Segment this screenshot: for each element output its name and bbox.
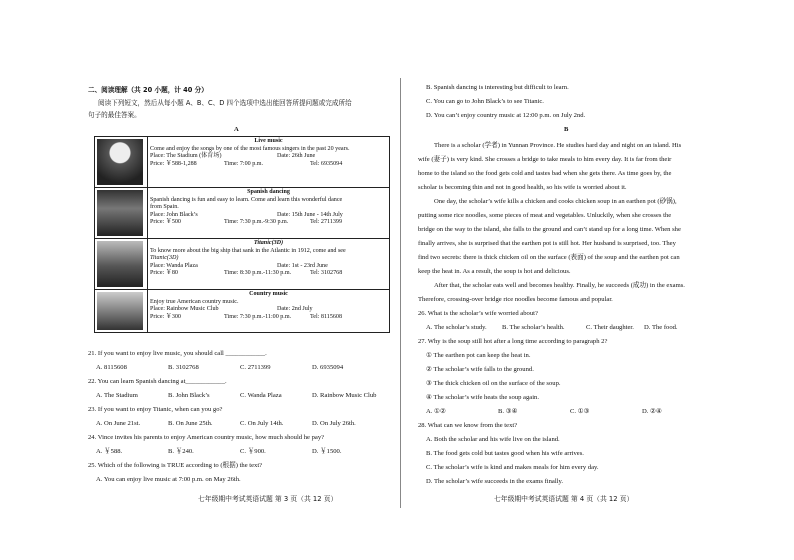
instruction-line-2: 句子的最佳答案。 [88, 111, 141, 119]
question-stem: 21. If you want to enjoy live music, you should call ____________. [88, 350, 267, 357]
passage-line: scholar is becoming thin and not in good health, so his wife is worried about it. [418, 184, 627, 191]
option: C. ￥900. [240, 448, 266, 455]
ad-time: Time: 8:30 p.m.-11:30 p.m. [224, 270, 292, 277]
option: D. The scholar’s wife succeeds in the exams finally. [426, 478, 564, 485]
countryside-photo-icon [97, 292, 143, 330]
dancers-photo-icon [97, 190, 143, 236]
option: A. You can enjoy live music at 7:00 p.m. on May 26th. [96, 476, 241, 483]
ad-tel: Tel: 2711399 [310, 219, 343, 226]
question-stem: 24. Vince invites his parents to enjoy American country music, how much should he pay? [88, 434, 325, 441]
option: C. The scholar’s wife is kind and makes meals for him every day. [426, 464, 599, 471]
option: A. The scholar’s study. [426, 324, 487, 331]
ad-desc: Spanish dancing is fun and easy to learn. Come and learn this wonderful dance [150, 196, 343, 203]
ad-tel: Tel: 8115608 [310, 313, 343, 320]
question-stem: 23. If you want to enjoy Titanic, when can you go? [88, 406, 223, 413]
option: A. 8115608 [96, 364, 127, 371]
option: A. On June 21st. [96, 420, 141, 427]
ads-table [94, 136, 390, 333]
passage-b-label: B [564, 126, 569, 133]
ad-desc: Enjoy true American country music. [150, 298, 239, 305]
statement-item: ③ The thick chicken oil on the surface of the soup. [426, 380, 561, 387]
option: B. On June 25th. [168, 420, 213, 427]
ad-desc: Titanic(3D) [150, 255, 179, 262]
ad-price: Price: ￥588-1,288 [150, 160, 197, 167]
question-options [96, 364, 343, 372]
option: D. Rainbow Music Club [312, 392, 377, 399]
ad-image-cell [95, 137, 148, 188]
ad-time: Time: 7:00 p.m. [224, 160, 264, 167]
instruction-line-1: 阅读下列短文，然后从每小题 A、B、C、D 四个选项中选出能回答所提问题或完成所给 [98, 99, 352, 107]
page-divider [400, 78, 401, 508]
ad-text-cell [148, 290, 390, 333]
option: A. ①② [426, 408, 446, 415]
concert-photo-icon [97, 139, 143, 185]
ad-image-cell [95, 188, 148, 239]
passage-line: home to the island so the food gets cold and tastes bad when she gets there. As time goes by, the [418, 170, 672, 177]
ad-place: Place: The Stadium (体育场) [150, 153, 222, 160]
passage-a-label: A [234, 126, 239, 133]
option: C. You can go to John Black’s to see Titanic. [426, 98, 544, 105]
option: B. ￥240. [168, 448, 194, 455]
right-page [418, 0, 714, 560]
option: D. On July 26th. [312, 420, 356, 427]
passage-line: finally arrives, she is surprised that the earthen pot is still hot. Her husband is surprised, too. They [418, 240, 676, 247]
passage-line: After that, the scholar eats well and becomes healthy. Finally, he succeeds (成功) in the exams. [434, 282, 685, 289]
question-stem: 28. What can we know from the text? [418, 422, 518, 429]
option: A. ￥588. [96, 448, 123, 455]
option: B. The food gets cold but tastes good when his wife arrives. [426, 450, 584, 457]
ad-text-cell [148, 188, 390, 239]
ad-place: Place: John Black’s [150, 211, 198, 218]
ad-tel: Tel: 6935094 [310, 160, 343, 167]
question-stem: 27. Why is the soup still hot after a long time according to paragraph 2? [418, 338, 608, 345]
passage-line: One day, the scholar’s wife kills a chicken and cooks chicken soup in an earthen pot (砂锅), [434, 198, 677, 205]
option: C. Their daughter. [586, 324, 634, 331]
option: D. 6935094 [312, 364, 344, 371]
passage-line: Therefore, crossing-over bridge rice noodles become famous and popular. [418, 296, 613, 303]
ad-text-cell [148, 137, 390, 188]
ad-price: Price: ￥500 [150, 219, 181, 226]
ad-desc: Come and enjoy the songs by one of the most famous singers in the past 20 years. [150, 145, 350, 152]
ad-tel: Tel: 3102768 [310, 270, 343, 277]
question-stem: 25. Which of the following is TRUE according to (根据) the text? [88, 462, 263, 469]
passage-line: keep the heat in. As a result, the soup is hot and delicious. [418, 268, 571, 275]
option: B. John Black’s [168, 392, 210, 399]
ad-price: Price: ￥300 [150, 313, 181, 320]
question-stem: 26. What is the scholar’s wife worried about? [418, 310, 538, 317]
ad-title: Titanic(3D) [253, 240, 284, 246]
option: A. The Stadium [96, 392, 138, 399]
option: C. 2711399 [240, 364, 271, 371]
ad-country-music [95, 290, 390, 333]
question-options [426, 408, 662, 416]
ad-date: Date: 2nd July [277, 306, 313, 313]
page-footer: 七年级期中考试英语试题 第 3 页（共 12 页） [198, 495, 338, 503]
passage-line: putting some rice noodles, some pieces of meat and vegetables. Unluckily, when she crosses the [418, 212, 672, 219]
question-options [426, 324, 678, 332]
passage-line: find two secrets: there is thick chicken oil on the surface (表面) of the soup and the earthen pot can [418, 254, 680, 261]
ad-title: Live music [254, 138, 283, 144]
ad-live-music [95, 137, 390, 188]
ad-price: Price: ￥80 [150, 270, 178, 277]
ad-desc: from Spain. [150, 204, 179, 211]
statement-item: ④ The scholar’s wife heats the soup again. [426, 394, 539, 401]
question-options [96, 420, 356, 428]
option: B. ③④ [498, 408, 518, 415]
ad-date: Date: 26th June [277, 153, 316, 160]
ad-spanish-dancing [95, 188, 390, 239]
ad-title: Spanish dancing [247, 189, 290, 195]
titanic-poster-icon [97, 241, 143, 287]
ad-time: Time: 7:30 p.m.-11:00 p.m. [224, 313, 292, 320]
option: D. The food. [644, 324, 678, 331]
option: A. Both the scholar and his wife live on the island. [426, 436, 560, 443]
ad-place: Place: Rainbow Music Club [150, 306, 219, 313]
section-heading: 二、阅读理解（共 20 小题，计 40 分） [88, 86, 208, 94]
passage-line: bridge on the way to the island, she falls to the ground and can’t stand up for a long time. When she [418, 226, 681, 233]
option: B. The scholar’s health. [502, 324, 565, 331]
statement-item: ② The scholar’s wife falls to the ground. [426, 366, 534, 373]
question-options [96, 448, 342, 456]
statement-item: ① The earthen pot can keep the heat in. [426, 352, 531, 359]
option: D. ￥1500. [312, 448, 342, 455]
ad-image-cell [95, 290, 148, 333]
option: C. On July 14th. [240, 420, 284, 427]
option: B. Spanish dancing is interesting but difficult to learn. [426, 84, 569, 91]
ad-time: Time: 7:30 p.m.-9:30 p.m. [224, 219, 289, 226]
ad-place: Place: Wanda Plaza [150, 262, 198, 269]
page-footer: 七年级期中考试英语试题 第 4 页（共 12 页） [494, 495, 634, 503]
passage-line: wife (妻子) is very kind. She crosses a bridge to take meals to him every day. It is far from their [418, 156, 672, 163]
ad-image-cell [95, 239, 148, 290]
option: C. Wanda Plaza [240, 392, 282, 399]
ad-date: Date: 1st - 23rd June [277, 262, 328, 269]
ad-titanic [95, 239, 390, 290]
left-page [88, 0, 390, 560]
option: C. ①③ [570, 408, 590, 415]
option: D. ②④ [642, 408, 662, 415]
question-stem: 22. You can learn Spanish dancing at____________. [88, 378, 227, 385]
question-options [96, 392, 376, 400]
option: B. 3102768 [168, 364, 199, 371]
option: D. You can’t enjoy country music at 12:00 p.m. on July 2nd. [426, 112, 586, 119]
passage-line: There is a scholar (学者) in Yunnan Province. He studies hard day and night on an island. His [434, 142, 682, 149]
ad-date: Date: 15th June - 14th July [277, 211, 343, 218]
ad-title: Country music [249, 291, 288, 297]
ad-text-cell [148, 239, 390, 290]
ad-desc: To know more about the big ship that sank in the Atlantic in 1912, come and see [150, 247, 346, 254]
